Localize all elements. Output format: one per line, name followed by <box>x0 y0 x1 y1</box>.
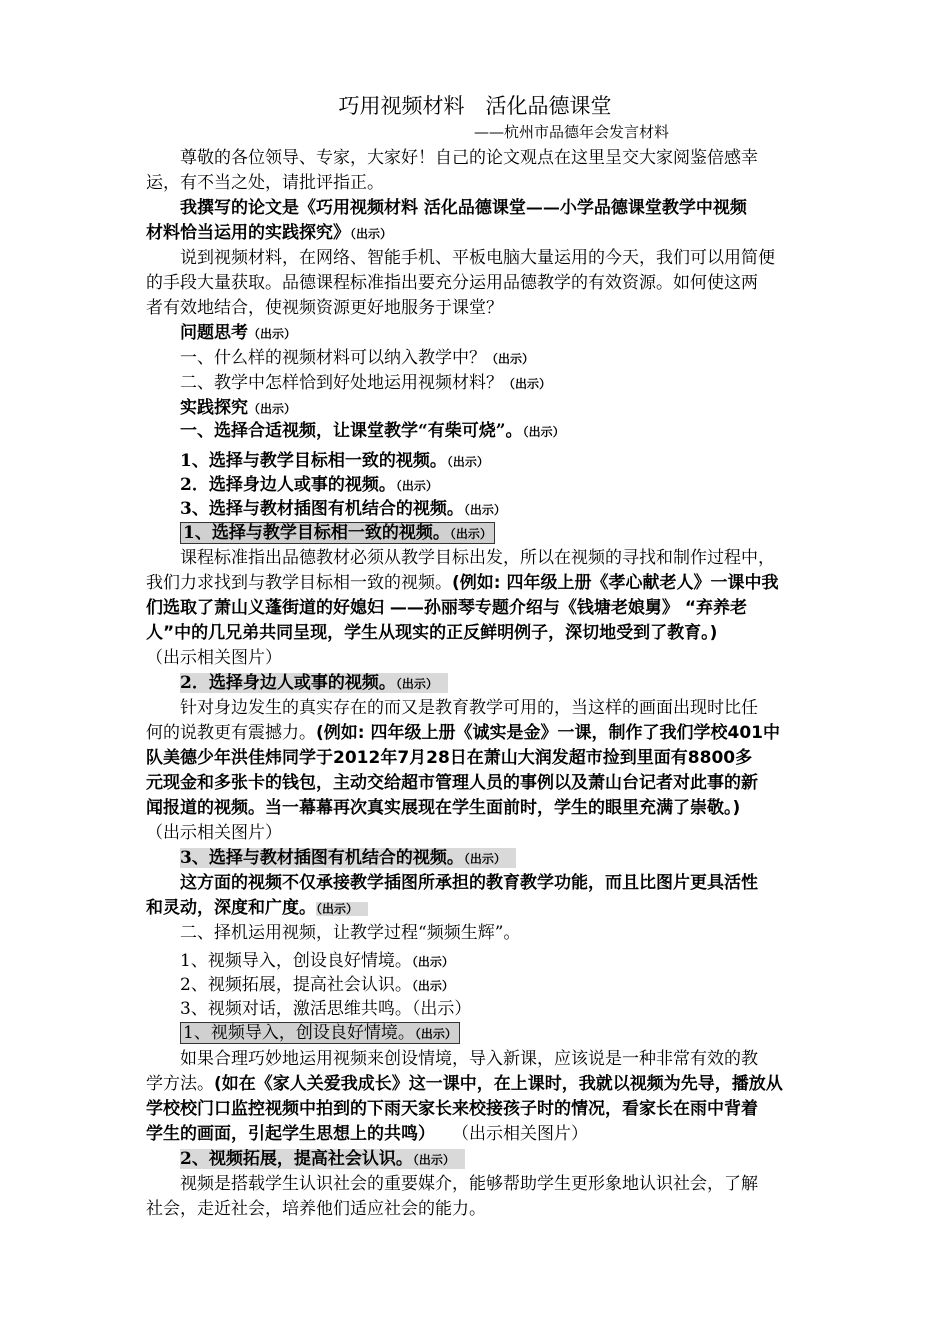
para-society-line2: 社会，走近社会，培养他们适应社会的能力。 <box>146 1199 486 1219</box>
para-intro-line1: 尊敬的各位领导、专家，大家好！自己的论文观点在这里呈交大家阅鉴倍感幸 <box>180 148 758 168</box>
para-thesis-line1: 我撰写的论文是《巧用视频材料 活化品德课堂——小学品德课堂教学中视频 <box>180 198 747 218</box>
section-2-item-2-heading: 2、视频拓展，提高社会认识。（出示） <box>180 1148 465 1170</box>
para-intro-video-line3: 学校校门口监控视频中拍到的下雨天家长来校接孩子时的情况，看家长在雨中背着 <box>146 1099 758 1119</box>
para-video-line1: 说到视频材料，在网络、智能手机、平板电脑大量运用的今天，我们可以用简便 <box>180 248 775 268</box>
para-goal-line4: 人”中的几兄弟共同呈现，学生从现实的正反鲜明例子，深切地受到了教育。) <box>146 623 718 643</box>
para-thesis-line2: 材料恰当运用的实践探究》（出示） <box>146 223 393 243</box>
para-illustration-line2: 和灵动，深度和广度。（出示） <box>146 897 368 919</box>
para-intro-video-line2: 学方法。(如在《家人关爱我成长》这一课中，在上课时，我就以视频为先导，播放从 <box>146 1074 783 1094</box>
para-intro-video-line4: 学生的画面，引起学生思想上的共鸣） （出示相关图片） <box>146 1124 588 1144</box>
para-nearby-line1: 针对身边发生的真实存在的而又是教育教学可用的，当这样的画面出现时比任 <box>180 698 758 718</box>
section-2-item-3: 3、视频对话，激活思维共鸣。（出示） <box>180 999 472 1019</box>
para-illustration-line1: 这方面的视频不仅承接教学插图所承担的教育教学功能，而且比图片更具活性 <box>180 873 758 893</box>
para-nearby-line4: 元现金和多张卡的钱包，主动交给超市管理人员的事例以及萧山台记者对此事的新 <box>146 773 758 793</box>
heading-practice: 实践探究（出示） <box>180 398 297 418</box>
section-1-item-2: 2．选择身边人或事的视频。（出示） <box>180 475 438 495</box>
section-1: 一、选择合适视频，让课堂教学“有柴可烧”。（出示） <box>180 421 565 441</box>
section-2-item-1: 1、视频导入，创设良好情境。（出示） <box>180 951 454 971</box>
para-nearby-line6: （出示相关图片） <box>146 823 282 843</box>
para-video-line2: 的手段大量获取。品德课程标准指出要充分运用品德教学的有效资源。如何使这两 <box>146 273 758 293</box>
section-2-item-1-heading: 1、视频导入，创设良好情境。（出示） <box>180 1022 460 1044</box>
para-nearby-line3: 队美德少年洪佳炜同学于2012年7月28日在萧山大润发超市捡到里面有8800多 <box>146 748 753 768</box>
para-video-line3: 者有效地结合，使视频资源更好地服务于课堂？ <box>146 298 503 318</box>
para-intro-video-line1: 如果合理巧妙地运用视频来创设情境，导入新课，应该说是一种非常有效的教 <box>180 1049 758 1069</box>
heading-question: 问题思考（出示） <box>180 323 297 343</box>
section-2-item-2: 2、视频拓展，提高社会认识。（出示） <box>180 975 454 995</box>
section-1-item-1-heading: 1、选择与教学目标相一致的视频。（出示） <box>180 522 495 544</box>
doc-subtitle: ——杭州市品德年会发言材料 <box>474 123 670 141</box>
section-1-item-3: 3、选择与教材插图有机结合的视频。（出示） <box>180 499 506 519</box>
para-intro-line2: 运，有不当之处，请批评指正。 <box>146 173 384 193</box>
section-1-item-2-heading: 2．选择身边人或事的视频。（出示） <box>180 672 448 694</box>
question-1: 一、什么样的视频材料可以纳入教学中？（出示） <box>180 348 535 368</box>
section-1-item-3-heading: 3、选择与教材插图有机结合的视频。（出示） <box>180 847 516 869</box>
section-1-item-1: 1、选择与教学目标相一致的视频。（出示） <box>180 451 489 471</box>
doc-title: 巧用视频材料 活化品德课堂 <box>338 94 612 118</box>
para-goal-line1: 课程标准指出品德教材必须从教学目标出发，所以在视频的寻找和制作过程中， <box>180 548 775 568</box>
para-nearby-line2: 何的说教更有震撼力。(例如: 四年级上册《诚实是金》一课，制作了我们学校401中 <box>146 723 780 743</box>
section-2: 二、择机运用视频，让教学过程“频频生辉”。 <box>180 923 521 943</box>
question-2: 二、教学中怎样恰到好处地运用视频材料？（出示） <box>180 373 552 393</box>
para-goal-line3: 们选取了萧山义蓬街道的好媳妇 ——孙丽琴专题介绍与《钱塘老娘舅》 “弃养老 <box>146 598 748 618</box>
para-goal-line5: （出示相关图片） <box>146 648 282 668</box>
para-nearby-line5: 闻报道的视频。当一幕幕再次真实展现在学生面前时，学生的眼里充满了崇敬。) <box>146 798 741 818</box>
para-goal-line2: 我们力求找到与教学目标相一致的视频。(例如: 四年级上册《孝心献老人》一课中我 <box>146 573 779 593</box>
para-society-line1: 视频是搭载学生认识社会的重要媒介，能够帮助学生更形象地认识社会，了解 <box>180 1174 758 1194</box>
